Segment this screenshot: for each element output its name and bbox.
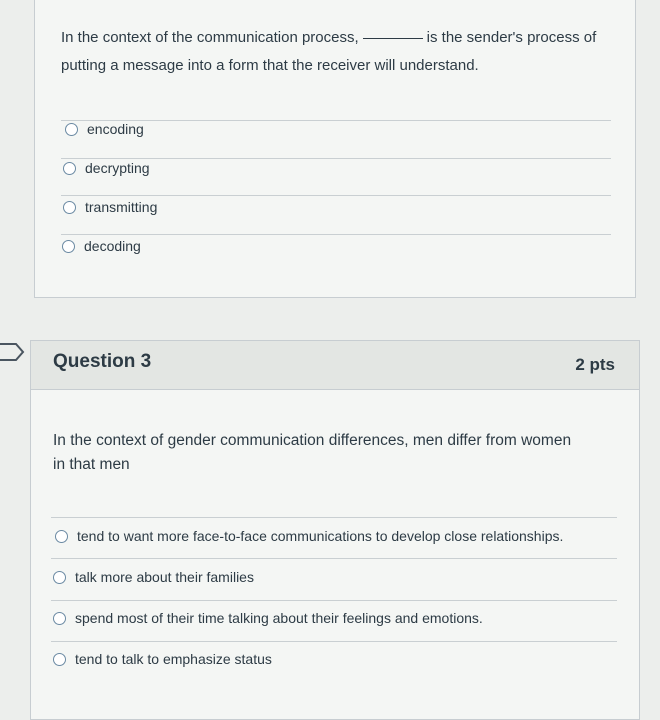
- divider: [51, 558, 617, 559]
- question-2-text-after: is the sender's process of putting a message into a form that the receiver will understand.: [61, 29, 597, 74]
- question-header: [31, 341, 639, 390]
- radio-button-icon[interactable]: [55, 530, 68, 543]
- radio-button-icon[interactable]: [53, 653, 66, 666]
- option-encoding[interactable]: [65, 121, 144, 137]
- option-label: tend to talk to emphasize status: [75, 651, 272, 667]
- option-label: spend most of their time talking about their feelings and emotions.: [75, 610, 483, 626]
- radio-button-icon[interactable]: [65, 123, 78, 136]
- option-label: transmitting: [85, 199, 158, 215]
- option-label: encoding: [87, 121, 144, 137]
- divider: [51, 641, 617, 642]
- option-status[interactable]: [53, 651, 272, 667]
- question-3-card: [30, 340, 640, 720]
- option-families[interactable]: [53, 569, 254, 585]
- question-points: 2 pts: [575, 355, 615, 374]
- option-transmitting[interactable]: [63, 199, 157, 215]
- radio-button-icon[interactable]: [62, 240, 75, 253]
- option-label: tend to want more face-to-face communications to develop close relationships.: [77, 528, 564, 544]
- option-label: talk more about their families: [75, 569, 254, 585]
- divider: [61, 234, 611, 235]
- option-face-to-face[interactable]: [55, 528, 563, 544]
- radio-button-icon[interactable]: [63, 162, 76, 175]
- radio-button-icon[interactable]: [63, 201, 76, 214]
- answer-blank: [363, 38, 423, 39]
- question-3-text: In the context of gender communication differences, men differ from women in that men: [53, 432, 572, 473]
- radio-button-icon[interactable]: [53, 571, 66, 584]
- flag-marker-icon[interactable]: [0, 342, 26, 362]
- divider: [51, 517, 617, 518]
- option-label: decoding: [84, 238, 141, 254]
- option-decrypting[interactable]: [63, 160, 150, 176]
- question-title: Question 3: [53, 351, 152, 372]
- question-2-text-before: In the context of the communication process,: [61, 29, 359, 46]
- divider: [61, 158, 611, 159]
- divider: [61, 195, 611, 196]
- radio-button-icon[interactable]: [53, 612, 66, 625]
- question-2-card: [34, 0, 636, 298]
- option-decoding[interactable]: [62, 238, 141, 254]
- question-2-text: [61, 24, 601, 80]
- option-feelings[interactable]: [53, 610, 483, 626]
- divider: [51, 600, 617, 601]
- option-label: decrypting: [85, 160, 150, 176]
